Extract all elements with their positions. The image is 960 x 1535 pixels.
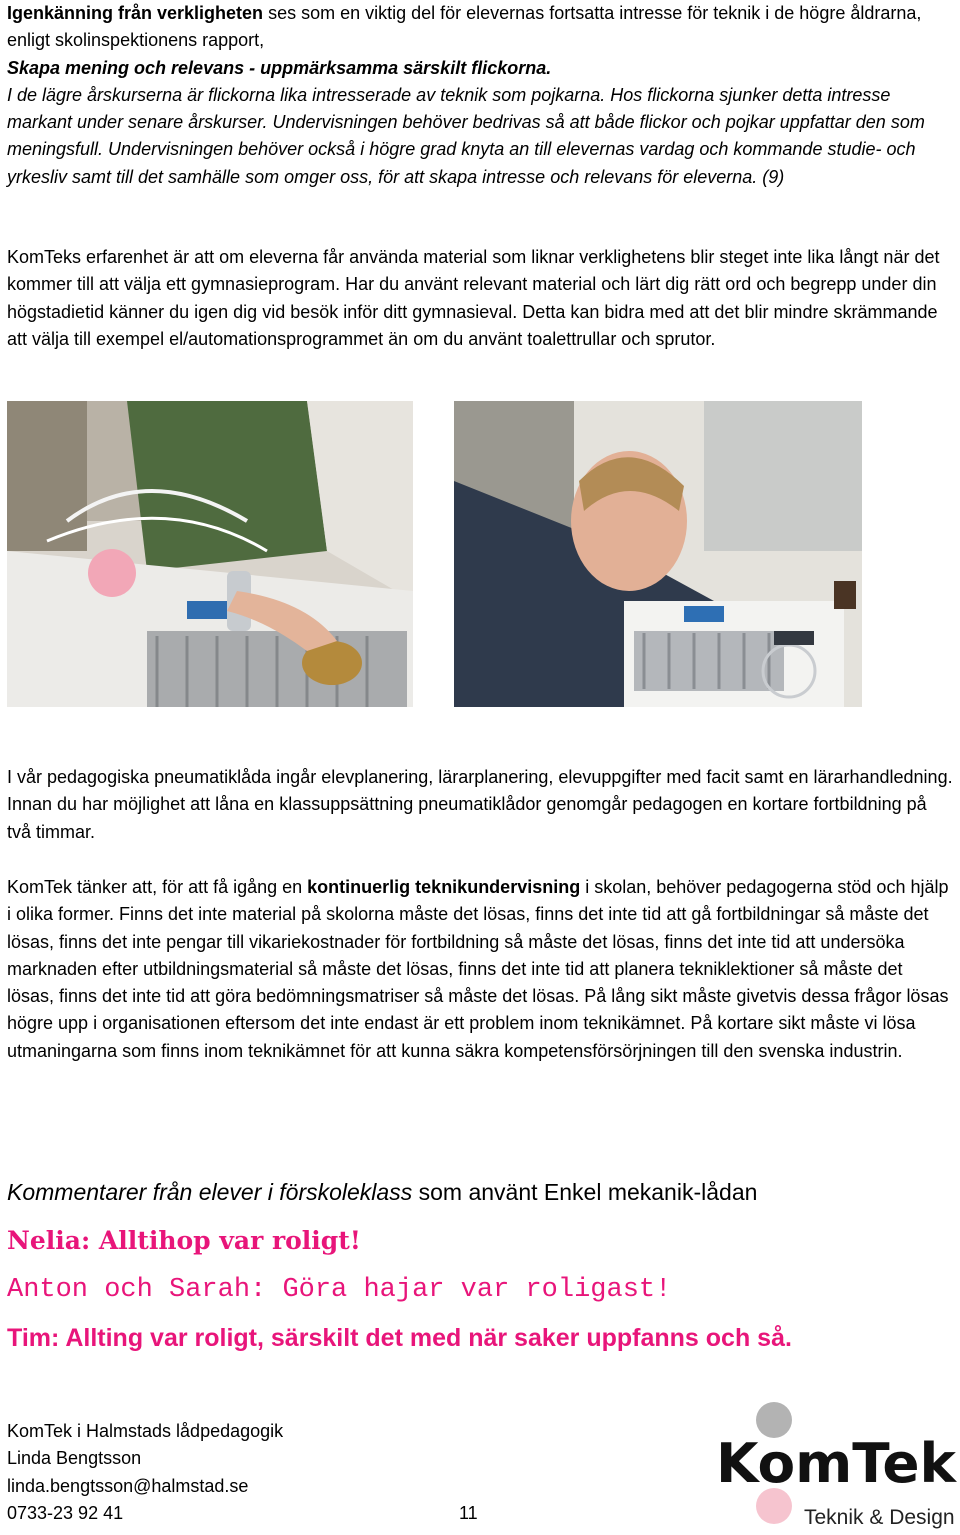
logo-tagline-text: Teknik & Design <box>804 1506 955 1529</box>
komtek-support-paragraph <box>7 874 953 1065</box>
komtek-logo <box>714 1400 958 1530</box>
support-text-before: KomTek tänker att, för att få igång en <box>7 877 308 897</box>
photo-pneumatic-workshop-right <box>454 401 862 707</box>
footer-contact <box>7 1418 283 1527</box>
comment-tim: Tim: Allting var roligt, särskilt det med när saker uppfanns och så. <box>7 1324 792 1352</box>
footer-org: KomTek i Halmstads lådpedagogik <box>7 1421 284 1441</box>
report-title: Skapa mening och relevans - uppmärksamma särskilt flickorna. <box>7 57 552 78</box>
footer-email: linda.bengtsson@halmstad.se <box>7 1475 249 1496</box>
comment-anton-sarah: Anton och Sarah: Göra hajar var roligast! <box>7 1275 672 1305</box>
komteks-paragraph: KomTeks erfarenhet är att om eleverna får använda material som liknar verklighetens blir steget inte lika långt när det kommer till att välja ett gymnasieprogram. Har du använt relevant material och lärt dig rätt ord och begrepp under din högstadietid känner du igen dig vid besök inför ditt gymnasieval. Detta kan bidra med att det blir mindre skrämmande att välja till exempel el/automationsprogrammet än om du använt toalettrullar och sprutor. <box>7 247 940 349</box>
comment-nelia: Nelia: Alltihop var roligt! <box>7 1226 361 1255</box>
pedagogisk-paragraph: I vår pedagogiska pneumatiklåda ingår elevplanering, lärarplanering, elevuppgifter med facit samt en lärarhandledning. Innan du har möjlighet att låna en klassuppsättning pneumatiklådor genomgår pedagogen en kortare fortbildning på två timmar. <box>7 767 953 842</box>
page-number: 11 <box>459 1503 478 1523</box>
intro-bold-lead: Igenkänning från verkligheten <box>7 3 264 23</box>
logo-brand-text: KomTek <box>716 1432 958 1495</box>
comments-heading-italic: Kommentarer från elever i förskoleklass <box>7 1179 413 1205</box>
report-quote: I de lägre årskurserna är flickorna lika intresserade av teknik som pojkarna. Hos flickorna sjunker detta intresse markant under senare årskurser. Undervisningen behöver bedrivas så att både flickor och pojkar uppfattar den som meningsfull. Undervisningen behöver också i högre grad knyta an till elevernas vardag och kommande studie- och yrkesliv samt till det samhälle som omger oss, för att skapa intresse och relevans för eleverna. (9) <box>7 84 925 187</box>
photo-pneumatic-workshop-left <box>7 401 413 707</box>
footer-name: Linda Bengtsson <box>7 1448 142 1469</box>
comments-heading <box>7 1176 757 1208</box>
comments-heading-rest: som använt Enkel mekanik-lådan <box>412 1179 758 1205</box>
support-text-after: i skolan, behöver pedagogerna stöd och hjälp i olika former. Finns det inte material på skolorna måste det lösas, finns det inte tid att gå fortbildningar så måste det lösas, finns det inte pengar till vikariekostnader för fortbildning så måste det lösas, finns det inte tid att undersöka marknaden efter utbildningsmaterial så måste det lösas, finns det inte tid att planera tekniklektioner så måste det lösas, finns det inte tid att göra bedömningsmatriser så måste det lösas. På lång sikt måste givetvis dessa frågor lösas högre upp i organisationen eftersom det inte endast är ett problem inom teknikämnet. På kortare sikt måste vi lösa utmaningarna som finns inom teknikämnet för att kunna säkra kompetensförsörjningen till den svenska industrin. <box>7 877 949 1061</box>
support-text-bold: kontinuerlig teknikundervisning <box>307 877 581 897</box>
intro-rest: ses som en viktig del för elevernas fortsatta intresse för teknik i de högre åldrarna, enligt skolinspektionens rapport, <box>7 3 922 51</box>
intro-paragraph <box>7 0 953 191</box>
footer-phone: 0733-23 92 41 <box>7 1502 124 1523</box>
